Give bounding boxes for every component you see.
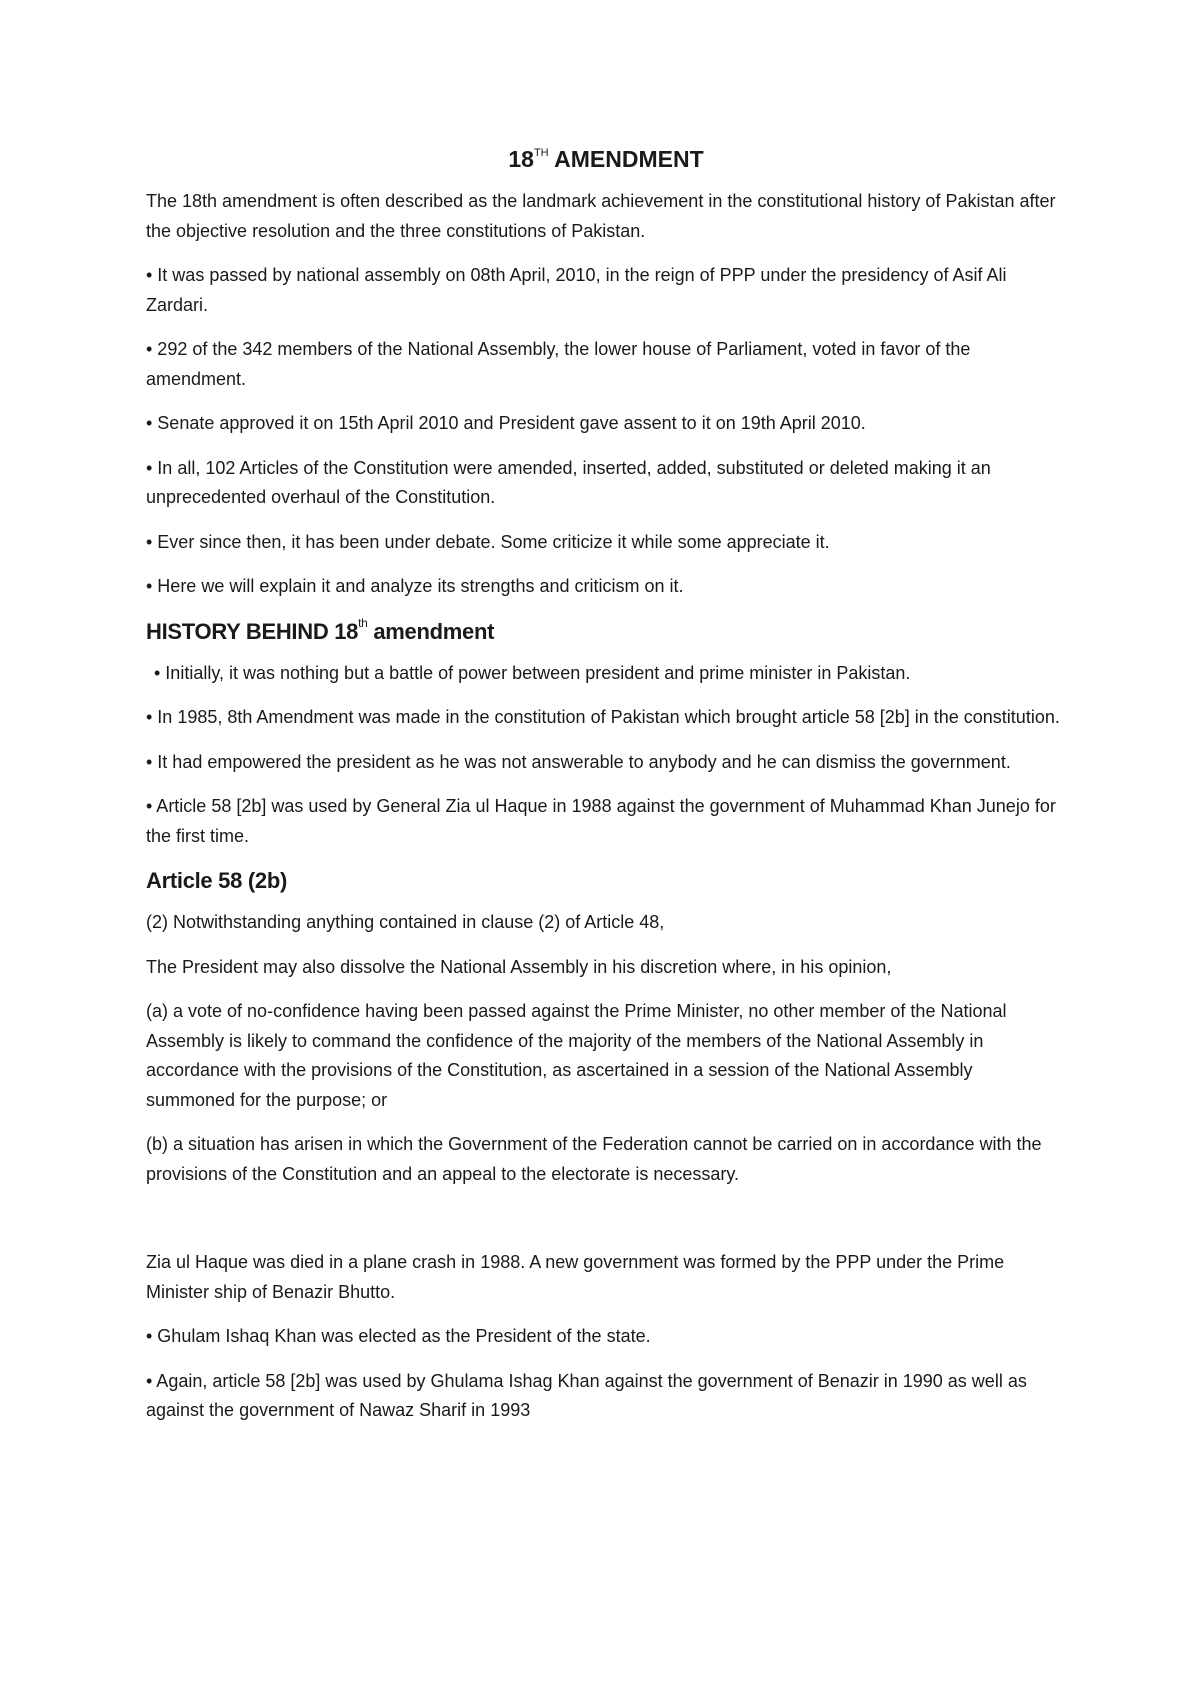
bullet-paragraph: • It was passed by national assembly on 08th April, 2010, in the reign of PPP under the presidency of Asif Ali Zardari. xyxy=(146,265,1007,315)
bullet-paragraph: • Again, article 58 [2b] was used by Ghulama Ishag Khan against the government of Benazir in 1990 as well as against the government of Nawaz Sharif in 1993 xyxy=(146,1370,1027,1420)
intro-paragraph: The 18th amendment is often described as the landmark achievement in the constitutional history of Pakistan after the objective resolution and the three constitutions of Pakistan. xyxy=(146,191,1056,241)
bullet-paragraph: • Here we will explain it and analyze its strengths and criticism on it. xyxy=(146,576,684,596)
bullet-paragraph: • Ever since then, it has been under debate. Some criticize it while some appreciate it. xyxy=(146,531,830,552)
history-heading-main: HISTORY BEHIND 18 xyxy=(146,618,359,644)
history-heading-rest: amendment xyxy=(367,618,495,644)
history-heading-superscript: th xyxy=(358,615,368,630)
bullet-paragraph: • Article 58 [2b] was used by General Zia ul Haque in 1988 against the government of Muhammad Khan Junejo for the first time. xyxy=(146,796,1056,846)
article-paragraph: The President may also dissolve the National Assembly in his discretion where, in his opinion, xyxy=(146,956,892,977)
title-rest: AMENDMENT xyxy=(548,146,704,172)
bullet-paragraph: • 292 of the 342 members of the National Assembly, the lower house of Parliament, voted in favor of the amendment. xyxy=(146,339,971,389)
bullet-paragraph: • In all, 102 Articles of the Constitution were amended, inserted, added, substituted or deleted making it an unprecedented overhaul of the Constitution. xyxy=(146,457,991,507)
bullet-paragraph: • It had empowered the president as he was not answerable to anybody and he can dismiss the government. xyxy=(146,751,1011,772)
article-paragraph: (2) Notwithstanding anything contained in clause (2) of Article 48, xyxy=(146,912,665,932)
bullet-paragraph: • Senate approved it on 15th April 2010 and President gave assent to it on 19th April 2010. xyxy=(146,413,866,433)
bullet-paragraph: • In 1985, 8th Amendment was made in the constitution of Pakistan which brought article 58 [2b] in the constitution. xyxy=(146,707,1060,727)
history-heading xyxy=(146,617,1066,647)
article-paragraph: (a) a vote of no-confidence having been passed against the Prime Minister, no other member of the National Assembly is likely to command the confidence of the majority of the members of the National Assembly in accordance with the provisions of the Constitution, as ascertained in a session of the National Assembly summoned for the purpose; or xyxy=(146,1001,1007,1110)
bullet-paragraph: • Ghulam Ishaq Khan was elected as the President of the state. xyxy=(146,1326,651,1346)
article-heading: Article 58 (2b) xyxy=(146,868,287,893)
blank-line xyxy=(146,1204,1066,1248)
bullet-paragraph: • Initially, it was nothing but a battle of power between president and prime minister in Pakistan. xyxy=(154,662,911,683)
title-superscript: TH xyxy=(533,147,549,159)
document-page xyxy=(146,144,1066,1441)
article-paragraph: (b) a situation has arisen in which the Government of the Federation cannot be carried on in accordance with the provisions of the Constitution and an appeal to the electorate is necessary. xyxy=(146,1134,1042,1184)
closing-paragraph: Zia ul Haque was died in a plane crash in 1988. A new government was formed by the PPP under the Prime Minister ship of Benazir Bhutto. xyxy=(146,1252,1005,1302)
document-title xyxy=(146,144,1066,174)
title-main: 18 xyxy=(508,146,534,172)
